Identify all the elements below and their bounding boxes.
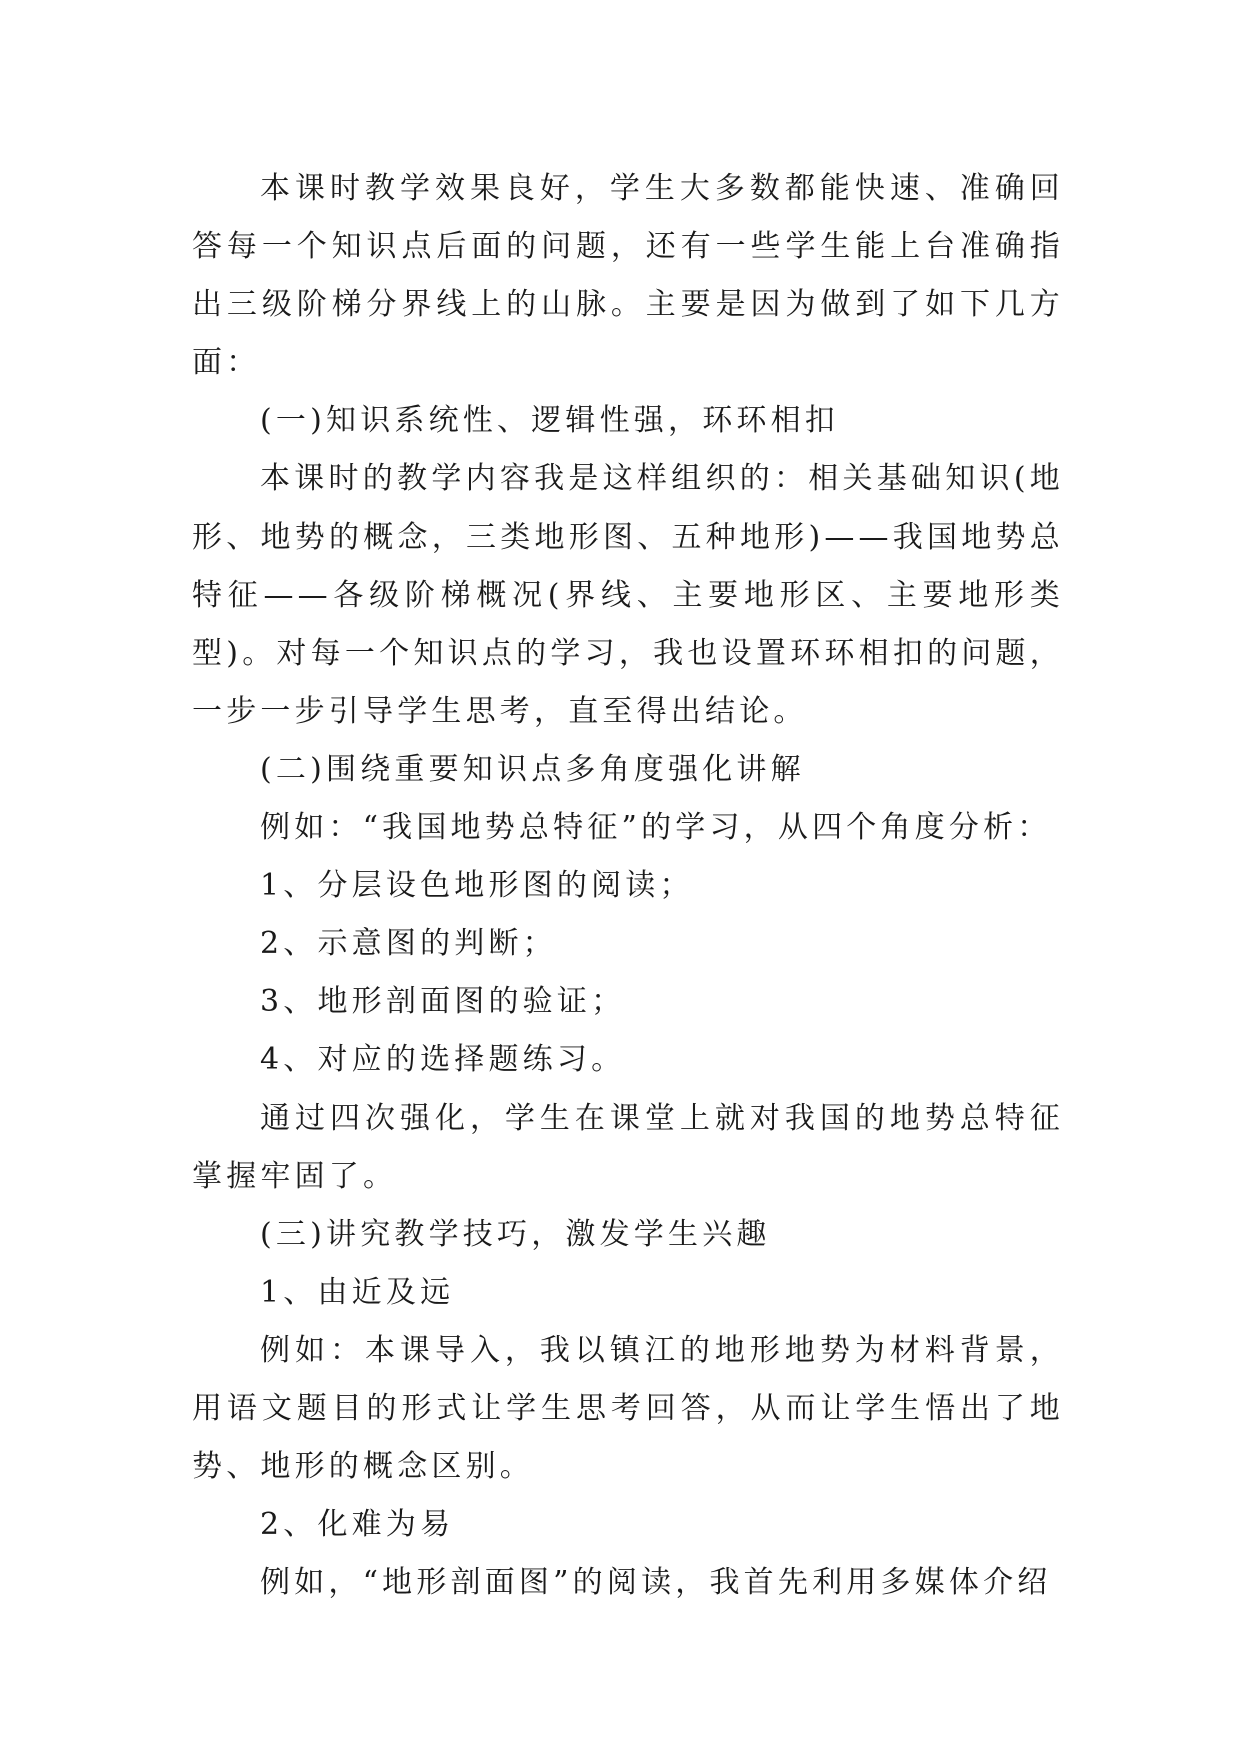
list-item-2: 2、示意图的判断； xyxy=(260,926,557,962)
paragraph-reinforcement: 通过四次强化，学生在课堂上就对我国的地势总特征掌握牢固了。 xyxy=(192,1100,1064,1194)
paragraph-profile-example: 例如，“地形剖面图”的阅读，我首先利用多媒体介绍 xyxy=(260,1565,1052,1601)
heading-section-2: (二)围绕重要知识点多角度强化讲解 xyxy=(260,751,805,787)
document-body xyxy=(192,160,1064,1612)
heading-section-1: (一)知识系统性、逻辑性强，环环相扣 xyxy=(260,403,840,439)
heading-section-3: (三)讲究教学技巧，激发学生兴趣 xyxy=(260,1216,771,1252)
list-item-3: 3、地形剖面图的验证； xyxy=(260,984,626,1020)
subheading-simplify: 2、化难为易 xyxy=(260,1507,455,1543)
paragraph-teaching-effect: 本课时教学效果良好，学生大多数都能快速、准确回答每一个知识点后面的问题，还有一些学生能上台准确指出三级阶梯分界线上的山脉。主要是因为做到了如下几方面： xyxy=(192,171,1064,381)
paragraph-content-organization: 本课时的教学内容我是这样组织的：相关基础知识(地形、地势的概念，三类地形图、五种地形)——我国地势总特征——各级阶梯概况(界线、主要地形区、主要地形类型)。对每一个知识点的学习，我也设置环环相扣的问题，一步一步引导学生思考，直至得出结论。 xyxy=(192,461,1064,729)
subheading-near-to-far: 1、由近及远 xyxy=(260,1274,455,1310)
paragraph-introduction-example: 例如：本课导入，我以镇江的地形地势为材料背景，用语文题目的形式让学生思考回答，从而让学生悟出了地势、地形的概念区别。 xyxy=(192,1332,1064,1485)
list-item-1: 1、分层设色地形图的阅读； xyxy=(260,868,694,904)
paragraph-example-intro: 例如：“我国地势总特征”的学习，从四个角度分析： xyxy=(260,810,1052,846)
list-item-4: 4、对应的选择题练习。 xyxy=(260,1042,626,1078)
